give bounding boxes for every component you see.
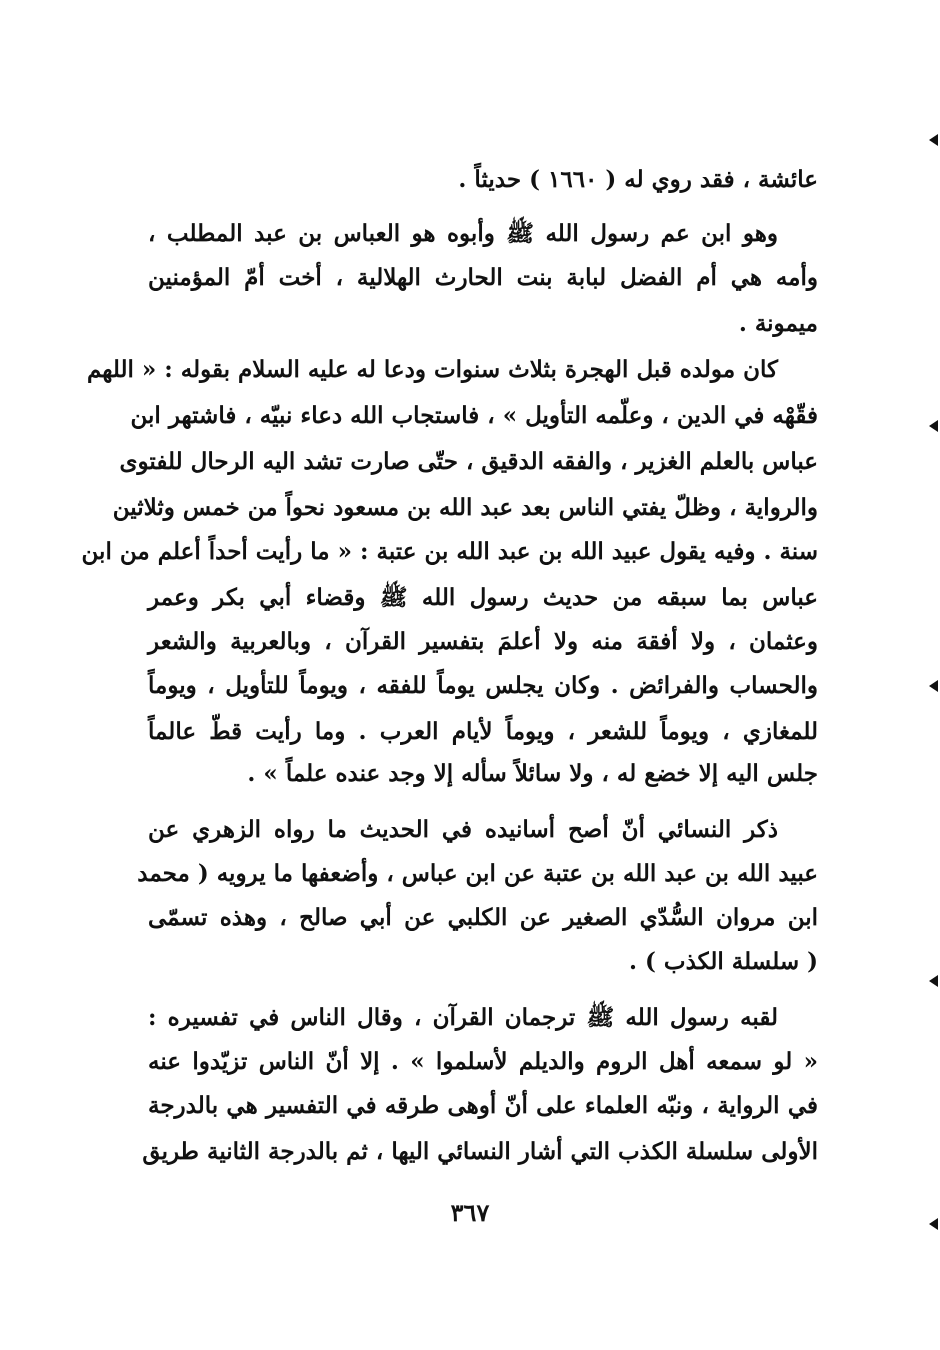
- text-line: ( سلسلة الكذب ) .: [629, 948, 818, 975]
- text-line: عباس بما سبقه من حديث رسول الله ﷺ وقضاء أبي بكر وعمر: [148, 584, 818, 611]
- margin-mark-icon: [929, 1218, 938, 1230]
- text-line: وأمه هي أم الفضل لبابة بنت الحارث الهلالية ، أخت أمّ المؤمنين: [148, 264, 818, 291]
- text-line: كان مولده قبل الهجرة بثلاث سنوات ودعا له عليه السلام بقوله : « اللهم: [86, 356, 778, 383]
- text-line: لقبه رسول الله ﷺ ترجمان القرآن ، وقال الناس في تفسيره :: [148, 1004, 778, 1031]
- text-line: الأولى سلسلة الكذب التي أشار النسائي اليها ، ثم بالدرجة الثانية طريق: [142, 1138, 818, 1165]
- text-line: للمغازي ، ويوماً للشعر ، ويوماً لأيام العرب . وما رأيت قطّ عالماً: [148, 718, 818, 745]
- text-line: فقّهْه في الدين ، وعلّمه التأويل » ، فاستجاب الله دعاء نبيّه ، فاشتهر ابن: [130, 402, 818, 429]
- text-line: سنة . وفيه يقول عبيد الله بن عبد الله بن عتبة : « ما رأيت أحداً أعلم من ابن: [81, 538, 818, 565]
- text-line: ذكر النسائي أنّ أصح أسانيده في الحديث ما رواه الزهري عن: [148, 816, 778, 843]
- text-line: ابن مروان السُّدّي الصغير عن الكلبي عن أبي صالح ، وهذه تسمّى: [148, 904, 818, 931]
- text-line: عبيد الله بن عبد الله بن عتبة عن ابن عباس ، وأضعفها ما يرويه ( محمد: [137, 860, 818, 887]
- text-line: والحساب والفرائض . وكان يجلس يوماً للفقه ، ويوماً للتأويل ، ويوماً: [148, 672, 818, 699]
- margin-mark-icon: [929, 975, 938, 987]
- text-line: عائشة ، فقد روي له ( ١٦٦٠ ) حديثاً .: [458, 166, 818, 193]
- text-line: والرواية ، وظلّ يفتي الناس بعد عبد الله بن مسعود نحواً من خمس وثلاثين: [112, 494, 818, 521]
- margin-mark-icon: [929, 420, 938, 432]
- text-line: وعثمان ، ولا أفقهَ منه ولا أعلمَ بتفسير القرآن ، وبالعربية والشعر: [148, 628, 818, 655]
- text-line: جلس اليه إلا خضع له ، ولا سائلاً سأله إلا وجد عنده علماً » .: [247, 760, 818, 787]
- text-line: « لو سمعه أهل الروم والديلم لأسلموا » . إلا أنّ الناس تزيّدوا عنه: [148, 1048, 818, 1075]
- text-line: وهو ابن عم رسول الله ﷺ وأبوه هو العباس بن عبد المطلب ،: [148, 220, 778, 247]
- text-line: في الرواية ، ونبّه العلماء على أنّ أوهى طرقه في التفسير هي بالدرجة: [148, 1092, 818, 1119]
- margin-mark-icon: [929, 134, 938, 146]
- text-line: ميمونة .: [738, 310, 818, 337]
- margin-mark-icon: [929, 680, 938, 692]
- page-number: ٣٦٧: [450, 1198, 490, 1227]
- text-line: عباس بالعلم الغزير ، والفقه الدقيق ، حتّى صارت تشد اليه الرحال للفتوى: [119, 448, 818, 475]
